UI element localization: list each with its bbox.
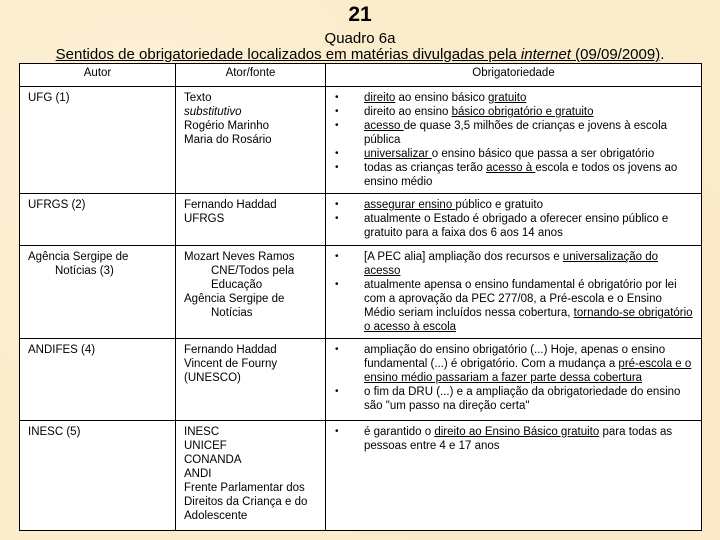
cell-obrigatoriedade: [326, 246, 702, 339]
cell-autor: UFG (1): [20, 87, 176, 194]
cell-ator: Fernando Haddad UFRGS: [176, 194, 326, 246]
bullet-list: [334, 250, 693, 334]
cell-autor: INESC (5): [20, 421, 176, 531]
header-autor: Autor: [20, 64, 176, 87]
table-row: [20, 421, 702, 531]
cell-ator: Fernando Haddad Vincent de Fourny (UNESCO): [176, 339, 326, 421]
cell-ator: Texto substitutivo Rogério Marinho Maria do Rosário: [176, 87, 326, 194]
list-item: • acesso de quase 3,5 milhões de crianças e jovens à escola pública: [334, 119, 693, 147]
list-item: • todas as crianças terão acesso à escola e todos os jovens ao ensino médio: [334, 161, 693, 189]
list-item: • atualmente o Estado é obrigado a oferecer ensino público e gratuito para a faixa dos 6 aos 14 anos: [334, 212, 693, 240]
bullet-list: [334, 343, 693, 413]
header-obrigatoriedade: Obrigatoriedade: [326, 64, 702, 87]
table-title: Sentidos de obrigatoriedade localizados em matérias divulgadas pela internet (09/09/2009).: [55, 46, 665, 63]
list-item: • atualmente apensa o ensino fundamental é obrigatório por lei com a aprovação da PEC 277/08, a Pré-escola e o Ensino Médio seriam incluídos nessa cobertura, tornando-se obrigatório o acesso à escola: [334, 278, 693, 334]
bullet-list: [334, 91, 693, 189]
header-ator-fonte: Ator/fonte: [176, 64, 326, 87]
bullet-list: [334, 425, 693, 453]
table-row: [20, 194, 702, 246]
bullet-list: [334, 198, 693, 240]
cell-obrigatoriedade: [326, 339, 702, 421]
table-row: [20, 87, 702, 194]
table-header-row: [20, 64, 702, 87]
obrigatoriedade-table: [19, 63, 702, 531]
cell-obrigatoriedade: [326, 194, 702, 246]
cell-autor: ANDIFES (4): [20, 339, 176, 421]
list-item: • assegurar ensino público e gratuito: [334, 198, 693, 212]
title-text: Sentidos de obrigatoriedade localizados em matérias divulgadas pela internet (09/09/2009): [55, 46, 661, 63]
quadro-label: Quadro 6a: [324, 30, 396, 47]
cell-autor: UFRGS (2): [20, 194, 176, 246]
cell-obrigatoriedade: [326, 421, 702, 531]
list-item: • [A PEC alia] ampliação dos recursos e universalização do acesso: [334, 250, 693, 278]
cell-autor: Agência Sergipe de Notícias (3): [20, 246, 176, 339]
table-row: [20, 246, 702, 339]
list-item: • ampliação do ensino obrigatório (...) Hoje, apenas o ensino fundamental (...) é obrigatório. Com a mudança a pré-escola e o ensino médio passariam a fazer parte dessa cobertura: [334, 343, 693, 385]
list-item: • é garantido o direito ao Ensino Básico gratuito para todas as pessoas entre 4 e 17 anos: [334, 425, 693, 453]
list-item: • o fim da DRU (...) e a ampliação da obrigatoriedade do ensino são "um passo na direção certa": [334, 385, 693, 413]
cell-ator: INESC UNICEF CONANDA ANDI Frente Parlamentar dos Direitos da Criança e do Adolescente: [176, 421, 326, 531]
title-italic: internet: [520, 46, 571, 63]
list-item: • universalizar o ensino básico que passa a ser obrigatório: [334, 147, 693, 161]
page-number: 21: [348, 3, 372, 26]
cell-obrigatoriedade: [326, 87, 702, 194]
list-item: • direito ao ensino básico obrigatório e gratuito: [334, 105, 693, 119]
cell-ator: Mozart Neves Ramos CNE/Todos pela Educação Agência Sergipe de Notícias: [176, 246, 326, 339]
list-item: • direito ao ensino básico gratuito: [334, 91, 693, 105]
table-row: [20, 339, 702, 421]
